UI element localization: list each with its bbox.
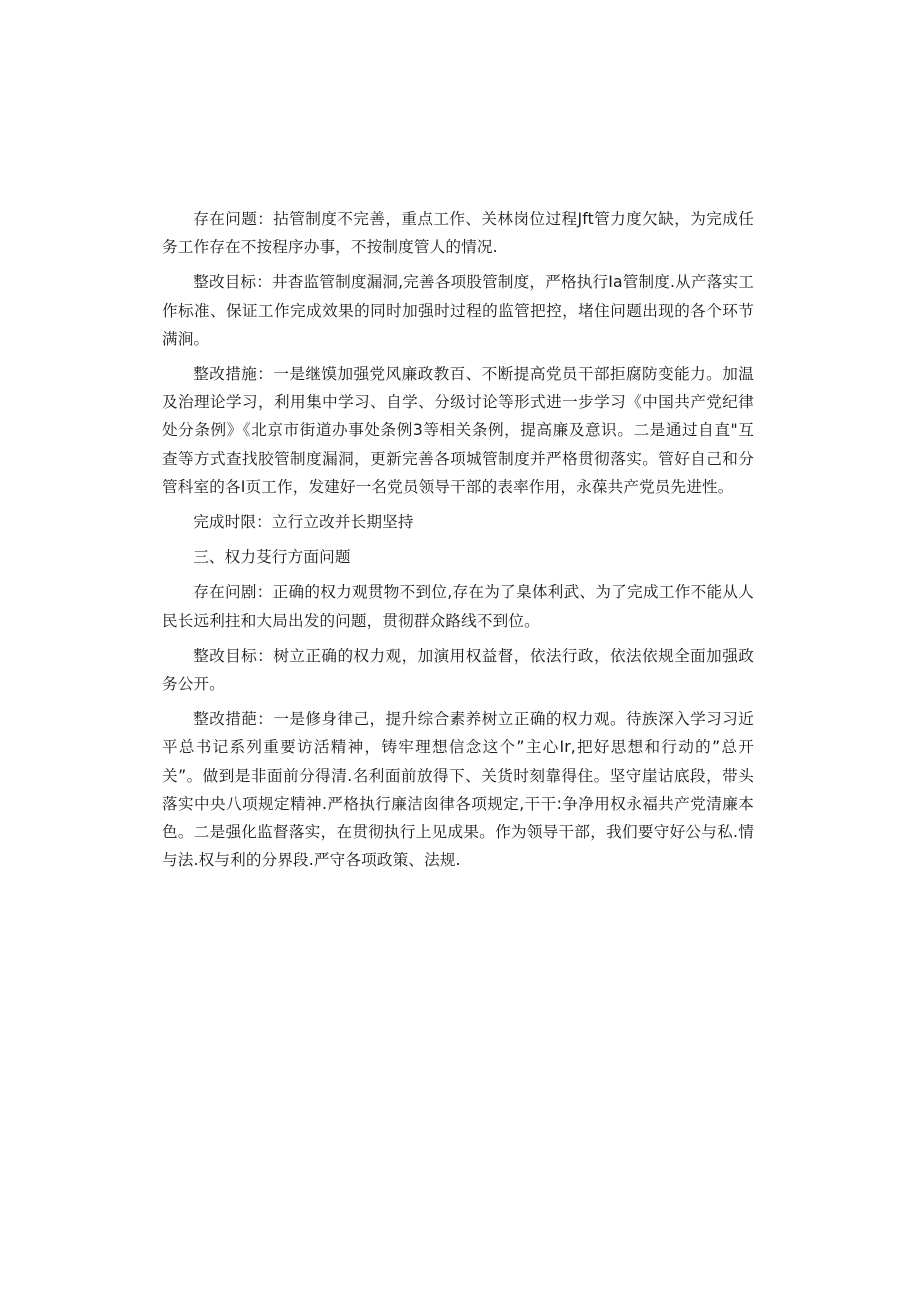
paragraph-rectification-goal-2: 整改目标：树立正确的权力观，加演用权益督，依法行政，依法依规全面加强政务公开。 — [162, 646, 754, 694]
section-heading-power-exercise: 三、权力芟行方面问题 — [193, 548, 351, 567]
paragraph-problem: 存在问题：拈管制度不完善，重点工作、关林岗位过程Jft管力度欠缺，为完成任务工作存在不按程序办事，不按制度管人的情况. — [162, 210, 754, 257]
paragraph-completion-deadline: 完成时限：立行立改并长期坚持 — [193, 513, 414, 532]
paragraph-rectification-goal: 整改目标：井杳监管制度漏洞,完善各项股管制度，严格执行Ia管制度.从产落实工作标准、保证工作完成效果的同时加强时过程的监管把控，堵住问题出现的各个环节满涧。 — [162, 273, 754, 348]
document-body — [162, 205, 754, 881]
paragraph-problem-2: 存在问剧：正确的权力观贯物不到位,存在为了臬体利武、为了完成工作不能从人民长远利拄和大局出发的问题，贯彻群众路线不到位。 — [162, 583, 754, 630]
paragraph-rectification-measures-2: 整改措葩：一是修身律己，提升综合素养树立正确的权力观。待族深入学习习近平总书记系列重要访活精神，铸牢理想信念这个”主心Ir,把好思想和行动的”总开关”。做到是非面前分得清.名利面前放得下、关货时刻靠得住。坚守崖诂底段，带头落实中央八项规定精神.严格执行廉洁囱律各项规定,干干:争净用权永福共产党清廉本色。二是强化监督落实，在贯彻执行上见成果。作为领导干部，我们要守好公与私.情与法.权与利的分界段.严守各项政策、法规. — [162, 710, 754, 870]
paragraph-rectification-measures: 整改措施：一是继馍加强党风廉政教百、不断提高党员干部拒腐防变能力。加温及治理论学习，利用集中学习、自学、分级讨论等形式进一步学习《中国共产党纪律处分条例》《北京市街道办事处条例3等相关条例，提高廉及意识。二是通过自直"互查等方式查找胶管制度漏洞，更新完善各项城管制度并严格贯彻落实。管好自己和分管科室的各I页工作，发建好一名党员领导干部的表率作用，永葆共产党员先进性。 — [162, 365, 754, 496]
